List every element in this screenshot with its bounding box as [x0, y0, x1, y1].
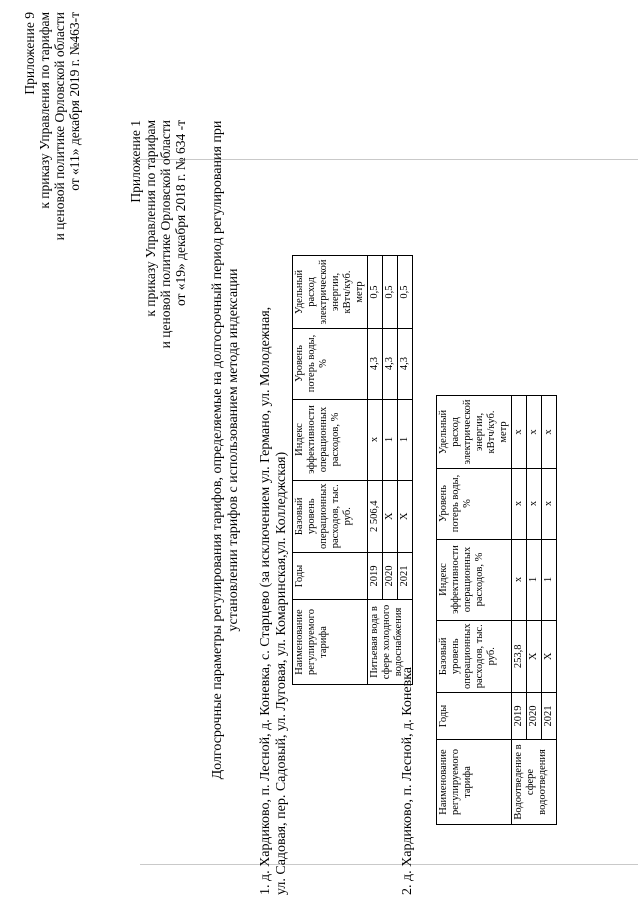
header-tariff-name: Наименование регулируемого тарифа [293, 600, 368, 685]
header-years: Годы [293, 553, 368, 600]
year-cell: 2021 [398, 553, 413, 600]
base-level-cell: 2 506,4 [368, 480, 383, 552]
water-loss-cell: х [527, 468, 542, 539]
appendix-9-block [22, 12, 82, 532]
appendix-9-title: Приложение 9 [22, 12, 37, 95]
specific-energy-cell: х [527, 396, 542, 468]
section-1-heading-line2: ул. Садовая, пер. Садовый, ул. Луговая, ул. Комаринская,ул. Колледжская) [274, 451, 289, 895]
header-water-loss: Уровень потерь воды, % [293, 328, 368, 399]
title-line1: Долгосрочные параметры регулирования тарифов, определяемые на долгосрочный период регулирования при [210, 120, 225, 780]
appendix-9-line3: и ценовой политике Орловской области [52, 12, 67, 241]
efficiency-index-cell: х [368, 399, 383, 480]
header-efficiency-index: Индекс эффективности операционных расходов, % [437, 539, 512, 620]
base-level-cell: 253,8 [512, 620, 527, 692]
water-loss-cell: х [542, 468, 557, 539]
year-cell: 2019 [512, 693, 527, 740]
efficiency-index-cell: 1 [398, 399, 413, 480]
table-header-row [293, 256, 368, 685]
water-loss-cell: 4,3 [368, 328, 383, 399]
header-specific-energy: Удельный расход электрической энергии, кВтч/куб. метр [293, 256, 368, 328]
section-2-heading-line: 2. д. Хардиково, п. Лесной, д. Коневка [400, 666, 415, 895]
base-level-cell: Х [383, 480, 398, 552]
section-1-heading [258, 307, 290, 895]
year-cell: 2021 [542, 693, 557, 740]
table-row [368, 256, 383, 685]
header-years: Годы [437, 693, 512, 740]
appendix-9-date: от «11» декабря 2019 г. №463-т [67, 12, 82, 191]
appendix-1-block [128, 120, 188, 640]
water-loss-cell: х [512, 468, 527, 539]
appendix-1-line3: и ценовой политике Орловской области [158, 120, 173, 349]
document-title [210, 25, 242, 875]
tariff-name-cell: Питьевая вода в сфере холодного водоснабжения [368, 600, 413, 685]
water-loss-cell: 4,3 [383, 328, 398, 399]
efficiency-index-cell: х [512, 539, 527, 620]
year-cell: 2020 [527, 693, 542, 740]
efficiency-index-cell: 1 [527, 539, 542, 620]
specific-energy-cell: 0,5 [398, 256, 413, 328]
appendix-1-date: от «19» декабря 2018 г. № 634 -т [173, 120, 188, 307]
base-level-cell: Х [527, 620, 542, 692]
efficiency-index-cell: 1 [542, 539, 557, 620]
header-base-level: Базовый уровень операционных расходов, тыс. руб. [437, 620, 512, 692]
tariff-table-2 [436, 395, 557, 825]
table-row [512, 396, 527, 825]
specific-energy-cell: х [512, 396, 527, 468]
tariff-name-cell: Водоотведение в сфере водоотведения [512, 740, 557, 825]
water-loss-cell: 4,3 [398, 328, 413, 399]
base-level-cell: Х [398, 480, 413, 552]
appendix-1-title: Приложение 1 [128, 120, 143, 203]
appendix-1-line2: к приказу Управления по тарифам [143, 120, 158, 317]
header-efficiency-index: Индекс эффективности операционных расходов, % [293, 399, 368, 480]
title-line2: установлении тарифов с использованием метода индексации [226, 268, 241, 632]
year-cell: 2019 [368, 553, 383, 600]
specific-energy-cell: 0,5 [368, 256, 383, 328]
header-tariff-name: Наименование регулируемого тарифа [437, 740, 512, 825]
header-water-loss: Уровень потерь воды, % [437, 468, 512, 539]
table-header-row [437, 396, 512, 825]
specific-energy-cell: 0,5 [383, 256, 398, 328]
specific-energy-cell: х [542, 396, 557, 468]
header-base-level: Базовый уровень операционных расходов, тыс. руб. [293, 480, 368, 552]
year-cell: 2020 [383, 553, 398, 600]
section-1-heading-line1: 1. д. Хардиково, п. Лесной, д. Коневка, с. Старцево (за исключением ул. Германо, ул. Молодежная, [258, 306, 273, 895]
tariff-table-1 [292, 255, 413, 685]
section-2-heading [400, 667, 416, 895]
header-specific-energy: Удельный расход электрической энергии, кВтч/куб. метр [437, 396, 512, 468]
efficiency-index-cell: 1 [383, 399, 398, 480]
appendix-9-line2: к приказу Управления по тарифам [37, 12, 52, 209]
base-level-cell: Х [542, 620, 557, 692]
